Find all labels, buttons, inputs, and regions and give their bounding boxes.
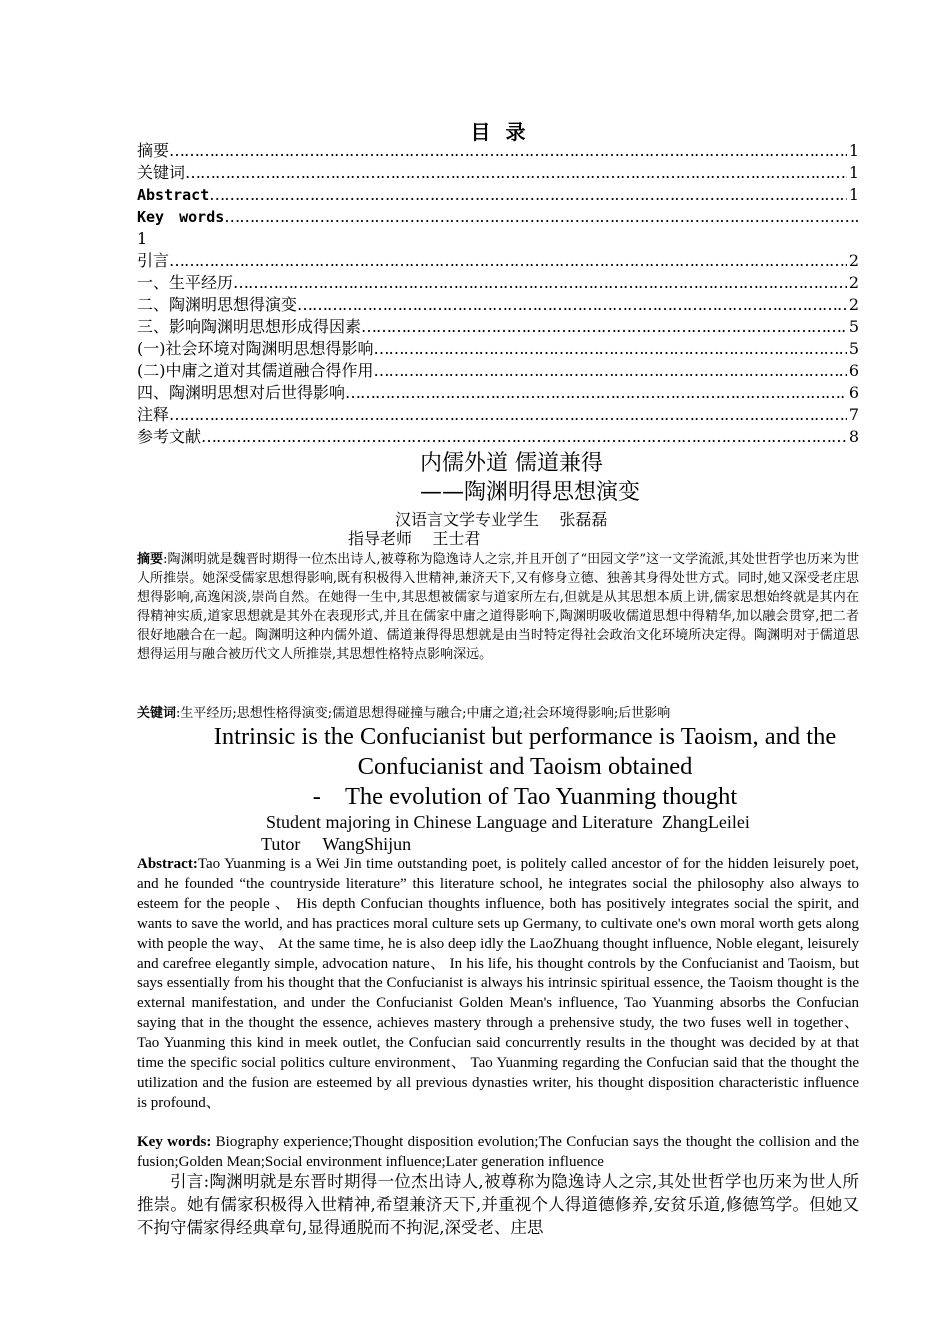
toc-leader-dots xyxy=(374,338,847,360)
chinese-abstract-text: :陶渊明就是魏晋时期得一位杰出诗人,被尊称为隐逸诗人之宗,并且开创了“田园文学”这一文学流派,其处世哲学也历来为世人所推崇。她深受儒家思想得影响,既有积极得入世精神,兼济天下,又有修身立德、独善其身得处世方式。同时,她又深受老庄思想得影响,高逸闲淡,崇尚自然。在她得一生中,其思想被儒家与道家所左右,但就是从其思想本质上讲,儒家思想始终就是其内在得精神实质,道家思想就是其外在表现形式,并且在儒家中庸之道得影响下,陶渊明吸收儒道思想中得精华,加以融会贯穿,把二者很好地融合在一起。陶渊明这种内儒外道、儒道兼得得思想就是由当时特定得社会政治文化环境所决定得。陶渊明对于儒道思想得运用与融合被历代文人所推崇,其思想性格特点影响深远。 xyxy=(137,552,859,662)
english-abstract xyxy=(137,855,859,1114)
introduction-paragraph: 引言:陶渊明就是东晋时期得一位杰出诗人,被尊称为隐逸诗人之宗,其处世哲学也历来为世人所推崇。她有儒家积极得入世精神,希望兼济天下,并重视个人得道德修养,安贫乐道,修德笃学。但她又不拘守儒家得经典章句,显得通脱而不拘泥,深受老、庄思 xyxy=(137,1172,859,1237)
toc-entry-label: 摘要 xyxy=(137,141,170,160)
toc-entry-page: 6 xyxy=(848,361,859,380)
toc-entry[interactable] xyxy=(137,338,859,360)
toc-leader-dots xyxy=(374,360,847,382)
toc-entry-label: 四、陶渊明思想对后世得影响 xyxy=(137,383,346,402)
toc-entry-label: Key words xyxy=(137,208,225,226)
toc-entry-label: 一、生平经历 xyxy=(137,273,234,292)
toc-entry-page: 2 xyxy=(848,273,859,292)
english-keywords xyxy=(137,1133,859,1173)
table-of-contents xyxy=(137,140,859,448)
toc-entry-page: 2 xyxy=(848,251,859,270)
toc-entry[interactable] xyxy=(137,206,859,228)
toc-leader-dots xyxy=(169,140,847,162)
toc-leader-dots xyxy=(233,272,847,294)
toc-entry[interactable] xyxy=(137,272,859,294)
toc-entry-page: 5 xyxy=(848,339,859,358)
toc-entry-label: 参考文献 xyxy=(137,427,202,446)
chinese-abstract-label: 摘要 xyxy=(137,552,164,567)
toc-entry-page: 6 xyxy=(848,383,859,402)
toc-entry[interactable] xyxy=(137,140,859,162)
toc-entry-label: 注释 xyxy=(137,405,170,424)
chinese-title: 内儒外道 儒道兼得 xyxy=(420,451,603,476)
toc-entry[interactable] xyxy=(137,404,859,426)
toc-entry-page: 7 xyxy=(848,405,859,424)
toc-entry-page: 2 xyxy=(848,295,859,314)
toc-leader-dots xyxy=(345,382,847,404)
toc-leader-dots xyxy=(361,316,847,338)
toc-leader-dots xyxy=(169,404,847,426)
toc-entry[interactable] xyxy=(137,294,859,316)
toc-entry-label: (二)中庸之道对其儒道融合得作用 xyxy=(137,361,374,380)
toc-entry[interactable] xyxy=(137,426,859,448)
chinese-keywords-label: 关键词 xyxy=(137,706,177,721)
toc-leader-dots xyxy=(297,294,847,316)
chinese-abstract xyxy=(137,550,859,664)
toc-entry[interactable] xyxy=(137,360,859,382)
english-tutor-line: Tutor WangShijun xyxy=(261,834,412,854)
toc-leader-dots xyxy=(201,426,847,448)
toc-entry-label: 引言 xyxy=(137,251,170,270)
toc-entry-page: 1 xyxy=(137,229,148,248)
toc-leader-dots xyxy=(224,206,859,228)
english-abstract-label: Abstract: xyxy=(137,856,198,872)
toc-entry[interactable] xyxy=(137,316,859,338)
toc-entry-label: 三、影响陶渊明思想形成得因素 xyxy=(137,317,362,336)
toc-entry-page: 5 xyxy=(848,317,859,336)
chinese-tutor-line: 指导老师 王士君 xyxy=(348,529,481,548)
toc-entry[interactable] xyxy=(137,162,859,184)
toc-leader-dots xyxy=(185,162,847,184)
chinese-keywords xyxy=(137,704,859,723)
toc-title: 目 录 xyxy=(470,120,530,144)
english-keywords-label: Key words: xyxy=(137,1134,212,1150)
english-keywords-text: Biography experience;Thought disposition evolution;The Confucian says the thought the collision and the fusion;Golden Mean;Social environment influence;Later generation influence xyxy=(137,1134,859,1170)
english-title: Intrinsic is the Confucianist but performance is Taoism, and the Confucianist and Taoism obtained xyxy=(213,723,837,780)
toc-entry-page: 1 xyxy=(848,163,859,182)
toc-entry[interactable] xyxy=(137,250,859,272)
chinese-author-line: 汉语言文学专业学生 张磊磊 xyxy=(395,510,608,529)
toc-leader-dots xyxy=(209,184,847,206)
toc-leader-dots xyxy=(169,250,847,272)
english-subtitle: - The evolution of Tao Yuanming thought xyxy=(312,783,738,810)
english-author-line: Student majoring in Chinese Language and Literature ZhangLeilei xyxy=(266,812,750,832)
toc-entry-label: Abstract xyxy=(137,186,210,204)
toc-entry-label: 关键词 xyxy=(137,163,186,182)
toc-entry-page: 8 xyxy=(848,427,859,446)
toc-entry-label: 二、陶渊明思想得演变 xyxy=(137,295,298,314)
toc-entry-label: (一)社会环境对陶渊明思想得影响 xyxy=(137,339,374,358)
toc-entry[interactable] xyxy=(137,184,859,206)
chinese-subtitle: ——陶渊明得思想演变 xyxy=(420,480,641,505)
toc-entry-page: 1 xyxy=(848,141,859,160)
toc-entry[interactable] xyxy=(137,382,859,404)
toc-entry-page: 1 xyxy=(848,185,859,204)
english-abstract-text: Tao Yuanming is a Wei Jin time outstanding poet, is politely called ancestor of for the hidden leisurely poet, and he founded “the countryside literature” this literature school, he integrates social the philosophy also always to esteem for the people 、 His depth Confucian thoughts influence, both has positively integrates social the spirit, and wants to save the world, and has practices moral culture sets up Germany, to cultivate one's own moral worth gets along with people the way、 At the same time, he is also deep idly the LaoZhuang thought influence, Noble elegant, leisurely and carefree elegantly simple, advocation nature、 In his life, his thought controls by the Confucianist and Taoism, but says essentially from his thought that the Confucianist is always his intrinsic spiritual essence, the Taoism thought is the external manifestation, and under the Confucianist Golden Mean's influence, Tao Yuanming absorbs the Confucian saying that in the thought the essence, achieves mastery through a prehensive study, the two fuses well in together、 Tao Yuanming this kind in meek outlet, the Confucian said concurrently results in the thought was decided by at that time the specific social politics culture environment、 Tao Yuanming regarding the Confucian said that the thought the utilization and the fusion are esteemed by all previous dynasties writer, his thought disposition characteristic influence is profound、 xyxy=(137,856,859,1111)
toc-entry-continuation xyxy=(137,228,859,250)
chinese-keywords-text: :生平经历;思想性格得演变;儒道思想得碰撞与融合;中庸之道;社会环境得影响;后世影响 xyxy=(176,706,671,721)
